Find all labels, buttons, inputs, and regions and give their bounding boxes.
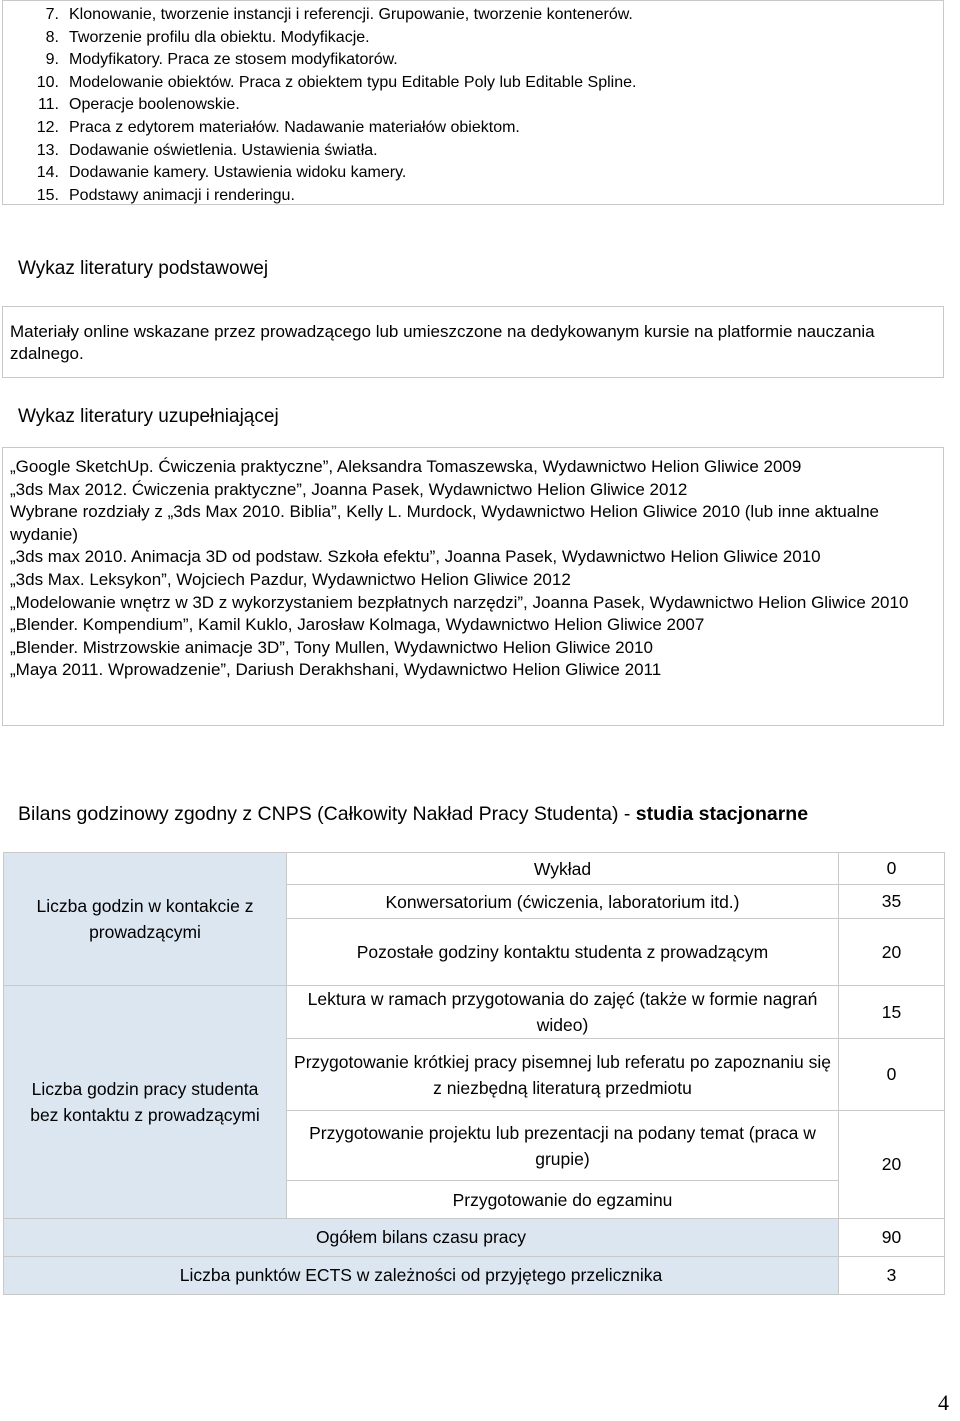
bilans-heading-text: Bilans godzinowy zgodny z CNPS (Całkowity Nakład Pracy Studenta) - xyxy=(18,803,636,825)
list-item-number: 14. xyxy=(36,164,59,182)
bilans-heading xyxy=(18,803,808,826)
list-item-text: Dodawanie kamery. Ustawienia widoku kamery. xyxy=(69,164,407,182)
reference-item: „Blender. Kompendium”, Kamil Kuklo, Jarosław Kolmaga, Wydawnictwo Helion Gliwice 2007 xyxy=(10,615,705,635)
list-item-number: 10. xyxy=(36,73,59,91)
list-item-text: Podstawy animacji i renderingu. xyxy=(69,186,295,204)
list-item-text: Modyfikatory. Praca ze stosem modyfikatorów. xyxy=(69,51,398,69)
row-value-pozostale: 20 xyxy=(839,919,945,986)
reference-item: „Blender. Mistrzowskie animacje 3D”, Tony Mullen, Wydawnictwo Helion Gliwice 2010 xyxy=(10,637,653,657)
row-value-projekt: 20 xyxy=(839,1111,945,1219)
bilans-table xyxy=(3,852,945,1295)
list-item xyxy=(3,162,943,185)
table-row xyxy=(4,1257,945,1295)
row-label-pozostale: Pozostałe godziny kontaktu studenta z prowadzącym xyxy=(287,919,839,986)
supplementary-literature-heading: Wykaz literatury uzupełniającej xyxy=(18,406,279,427)
list-item-number: 8. xyxy=(45,28,59,46)
row-label-projekt: Przygotowanie projektu lub prezentacji na podany temat (praca w grupie) xyxy=(287,1111,839,1181)
list-item-text: Dodawanie oświetlenia. Ustawienia światła. xyxy=(69,141,378,159)
list-item-number: 15. xyxy=(36,186,59,204)
reference-item: „3ds Max. Leksykon”, Wojciech Pazdur, Wydawnictwo Helion Gliwice 2012 xyxy=(10,569,571,589)
bilans-heading-bold: studia stacjonarne xyxy=(635,803,809,825)
row-label-praca-pisemna: Przygotowanie krótkiej pracy pisemnej lub referatu po zapoznaniu się z niezbędną literaturą przedmiotu xyxy=(287,1039,839,1111)
reference-item: „3ds Max 2012. Ćwiczenia praktyczne”, Joanna Pasek, Wydawnictwo Helion Gliwice 2012 xyxy=(10,479,688,499)
row-label-konwersatorium: Konwersatorium (ćwiczenia, laboratorium itd.) xyxy=(287,885,839,919)
group-no-contact-label: Liczba godzin pracy studenta bez kontaktu z prowadzącymi xyxy=(4,986,287,1219)
row-value-lektura: 15 xyxy=(839,986,945,1039)
list-item-number: 9. xyxy=(45,51,59,69)
list-item xyxy=(3,4,943,27)
reference-item: „Google SketchUp. Ćwiczenia praktyczne”, Aleksandra Tomaszewska, Wydawnictwo Helion Gliwice 2009 xyxy=(10,457,802,476)
row-label-egzamin: Przygotowanie do egzaminu xyxy=(287,1181,839,1219)
list-item-number: 12. xyxy=(36,118,59,136)
total-value: 90 xyxy=(839,1219,945,1257)
list-item-text: Praca z edytorem materiałów. Nadawanie materiałów obiektom. xyxy=(69,118,520,136)
reference-item: Wybrane rozdziały z „3ds Max 2010. Biblia”, Kelly L. Murdock, Wydawnictwo Helion Gliwice 2010 (lub inne aktualne wydanie) xyxy=(10,502,879,544)
table-row xyxy=(4,853,945,885)
ects-label: Liczba punktów ECTS w zależności od przyjętego przelicznika xyxy=(4,1257,839,1295)
list-item-number: 7. xyxy=(45,6,59,23)
table-row xyxy=(4,986,945,1039)
list-item xyxy=(3,72,943,95)
list-item-text: Tworzenie profilu dla obiektu. Modyfikacje. xyxy=(69,28,370,46)
row-label-wyklad: Wykład xyxy=(287,853,839,885)
list-item xyxy=(3,49,943,72)
ects-value: 3 xyxy=(839,1257,945,1295)
list-item xyxy=(3,140,943,163)
list-item xyxy=(3,27,943,50)
reference-item: „Modelowanie wnętrz w 3D z wykorzystaniem bezpłatnych narzędzi”, Joanna Pasek, Wydawnictwo Helion Gliwice 2010 xyxy=(10,592,909,612)
page-number: 4 xyxy=(938,1390,949,1415)
row-label-lektura: Lektura w ramach przygotowania do zajęć (także w formie nagrań wideo) xyxy=(287,986,839,1039)
list-item-number: 13. xyxy=(36,141,59,159)
list-item-number: 11. xyxy=(37,96,59,114)
list-item-text: Operacje boolenowskie. xyxy=(69,96,240,114)
basic-literature-heading: Wykaz literatury podstawowej xyxy=(18,258,269,279)
topics-list xyxy=(2,0,944,205)
supplementary-literature-box xyxy=(2,447,944,726)
table-row xyxy=(4,1219,945,1257)
basic-literature-text: Materiały online wskazane przez prowadzącego lub umieszczone na dedykowanym kursie na platformie nauczania zdalnego. xyxy=(10,322,875,363)
row-value-praca-pisemna: 0 xyxy=(839,1039,945,1111)
total-label: Ogółem bilans czasu pracy xyxy=(4,1219,839,1257)
list-item xyxy=(3,94,943,117)
list-item-text: Modelowanie obiektów. Praca z obiektem typu Editable Poly lub Editable Spline. xyxy=(69,73,637,91)
reference-item: „Maya 2011. Wprowadzenie”, Dariush Derakhshani, Wydawnictwo Helion Gliwice 2011 xyxy=(10,660,662,680)
list-item-text: Klonowanie, tworzenie instancji i referencji. Grupowanie, tworzenie kontenerów. xyxy=(69,6,633,23)
group-contact-label: Liczba godzin w kontakcie z prowadzącymi xyxy=(4,853,287,986)
list-item xyxy=(3,185,943,208)
reference-item: „3ds max 2010. Animacja 3D od podstaw. Szkoła efektu”, Joanna Pasek, Wydawnictwo Helion Gliwice 2010 xyxy=(10,547,821,567)
row-value-konwersatorium: 35 xyxy=(839,885,945,919)
basic-literature-box xyxy=(2,306,944,378)
list-item xyxy=(3,117,943,140)
row-value-wyklad: 0 xyxy=(839,853,945,885)
